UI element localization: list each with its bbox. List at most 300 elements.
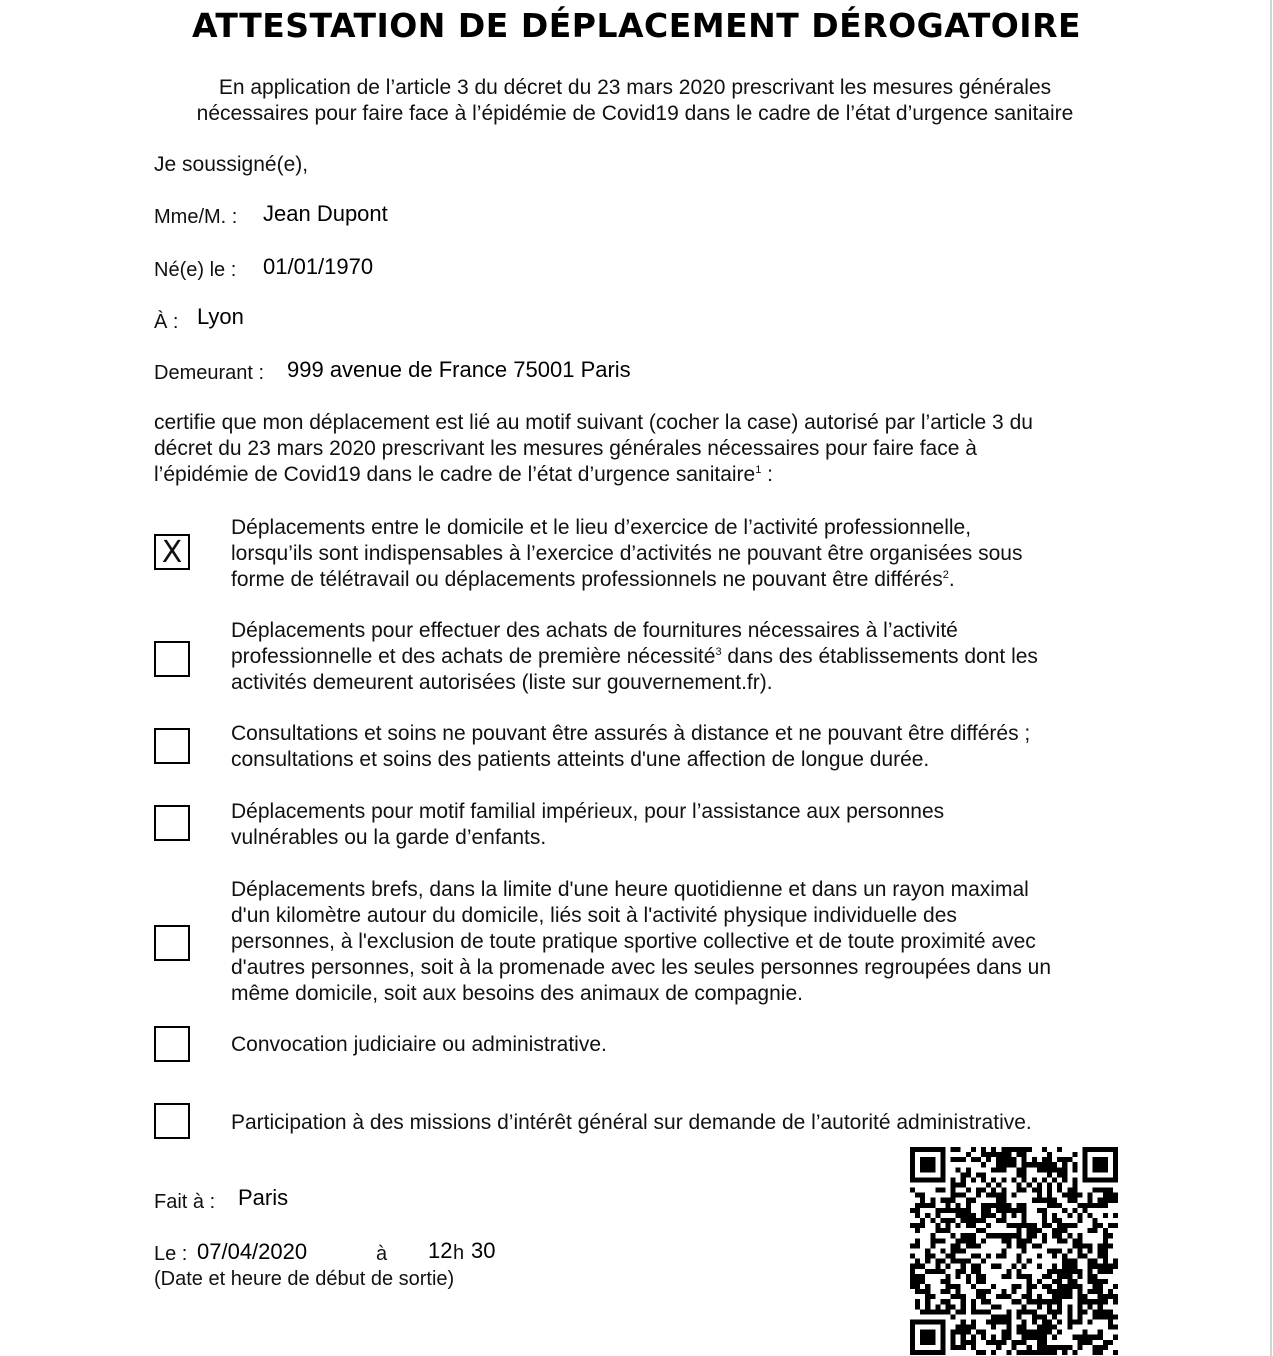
qr-module [971, 1304, 976, 1309]
option-line: Consultations et soins ne pouvant être assurés à distance et ne pouvant être différés ; [231, 722, 1031, 745]
qr-module [961, 1238, 966, 1243]
address-field[interactable]: 999 avenue de France 75001 Paris [287, 357, 631, 382]
qr-module [1001, 1208, 1006, 1213]
qr-module [1077, 1248, 1082, 1253]
qr-module [991, 1304, 996, 1309]
qr-module [1047, 1274, 1052, 1279]
qr-module [956, 1309, 961, 1314]
qr-module [1103, 1233, 1108, 1238]
qr-module [1113, 1198, 1118, 1203]
qr-module [1011, 1147, 1016, 1152]
qr-module [1067, 1259, 1072, 1264]
qr-module [1011, 1284, 1016, 1289]
qr-module [1057, 1269, 1062, 1274]
qr-module [946, 1304, 951, 1309]
qr-module [1098, 1254, 1103, 1259]
qr-module [1006, 1243, 1011, 1248]
qr-module [1067, 1345, 1072, 1350]
checkbox-purchases[interactable] [154, 641, 190, 677]
qr-module [981, 1228, 986, 1233]
qr-module [1072, 1259, 1077, 1264]
qr-module [1082, 1340, 1087, 1345]
qr-module [925, 1269, 930, 1274]
qr-module [961, 1269, 966, 1274]
qr-module [976, 1218, 981, 1223]
qr-module [1093, 1259, 1098, 1264]
qr-module [1062, 1162, 1067, 1167]
qr-module [1113, 1264, 1118, 1269]
qr-module [1098, 1147, 1103, 1152]
qr-module [1001, 1188, 1006, 1193]
qr-module [1001, 1233, 1006, 1238]
qr-module [996, 1319, 1001, 1324]
qr-module [976, 1309, 981, 1314]
qr-module [981, 1330, 986, 1335]
qr-module [996, 1345, 1001, 1350]
qr-module [935, 1223, 940, 1228]
qr-module [1047, 1183, 1052, 1188]
qr-module [1057, 1167, 1062, 1172]
qr-module [920, 1340, 925, 1345]
qr-module [925, 1294, 930, 1299]
checkbox-judicial[interactable] [154, 1026, 190, 1062]
qr-module [956, 1284, 961, 1289]
qr-module [930, 1162, 935, 1167]
qr-module [1017, 1259, 1022, 1264]
qr-module [1082, 1299, 1087, 1304]
qr-module [1093, 1345, 1098, 1350]
qr-module [986, 1157, 991, 1162]
qr-module [1057, 1294, 1062, 1299]
qr-module [1077, 1299, 1082, 1304]
qr-module [1082, 1203, 1087, 1208]
qr-module [1052, 1264, 1057, 1269]
qr-module [1077, 1274, 1082, 1279]
qr-module [991, 1314, 996, 1319]
qr-module [991, 1203, 996, 1208]
qr-module [971, 1325, 976, 1330]
qr-module [1113, 1284, 1118, 1289]
qr-module [1027, 1223, 1032, 1228]
qr-module [1067, 1279, 1072, 1284]
qr-module [1022, 1274, 1027, 1279]
qr-module [1098, 1299, 1103, 1304]
birth-date-label: Né(e) le : [154, 259, 237, 281]
qr-module [1011, 1208, 1016, 1213]
qr-module [1017, 1330, 1022, 1335]
qr-module [1067, 1193, 1072, 1198]
qr-module [981, 1309, 986, 1314]
qr-module [910, 1325, 915, 1330]
qr-module [910, 1335, 915, 1340]
qr-module [1017, 1233, 1022, 1238]
qr-module [930, 1243, 935, 1248]
qr-module [1057, 1330, 1062, 1335]
qr-module [1022, 1152, 1027, 1157]
qr-module [1052, 1314, 1057, 1319]
qr-module [915, 1228, 920, 1233]
qr-module [915, 1289, 920, 1294]
qr-module [940, 1177, 945, 1182]
qr-module [1037, 1193, 1042, 1198]
qr-module [1006, 1162, 1011, 1167]
qr-module [946, 1279, 951, 1284]
qr-module [1017, 1350, 1022, 1355]
qr-module [1113, 1350, 1118, 1355]
made-at-field[interactable]: Paris [238, 1185, 289, 1210]
qr-module [940, 1238, 945, 1243]
qr-module [951, 1340, 956, 1345]
qr-module [986, 1299, 991, 1304]
qr-module [1022, 1340, 1027, 1345]
certify-line: décret du 23 mars 2020 prescrivant les mesures générales nécessaires pour faire face à [154, 437, 977, 460]
qr-module [986, 1208, 991, 1213]
qr-module [910, 1152, 915, 1157]
qr-module [1113, 1223, 1118, 1228]
qr-module [951, 1284, 956, 1289]
qr-module [976, 1269, 981, 1274]
qr-module [1057, 1238, 1062, 1243]
qr-module [1047, 1304, 1052, 1309]
qr-module [935, 1238, 940, 1243]
qr-module [940, 1350, 945, 1355]
qr-module [946, 1274, 951, 1279]
qr-module [1093, 1350, 1098, 1355]
qr-module [1062, 1238, 1067, 1243]
option-line: lorsqu’ils sont indispensables à l’exercice d’activités ne pouvant être organisées sous [231, 542, 1023, 565]
qr-module [1077, 1193, 1082, 1198]
qr-module [1077, 1203, 1082, 1208]
page-edge-divider [1270, 0, 1272, 1356]
qr-module [1047, 1350, 1052, 1355]
qr-module [925, 1213, 930, 1218]
qr-module [1001, 1152, 1006, 1157]
qr-module [1082, 1157, 1087, 1162]
qr-module [1052, 1345, 1057, 1350]
qr-module [961, 1319, 966, 1324]
qr-module [915, 1243, 920, 1248]
qr-module [940, 1299, 945, 1304]
qr-module [1082, 1147, 1087, 1152]
birth-place-field[interactable]: Lyon [197, 304, 244, 329]
qr-module [1022, 1162, 1027, 1167]
qr-module [1067, 1248, 1072, 1253]
qr-module [1088, 1147, 1093, 1152]
qr-module [1113, 1335, 1118, 1340]
qr-module [1027, 1162, 1032, 1167]
qr-module [966, 1172, 971, 1177]
qr-module [1047, 1299, 1052, 1304]
qr-module [946, 1264, 951, 1269]
option-line: Déplacements pour motif familial impérieux, pour l’assistance aux personnes [231, 800, 945, 823]
qr-module [930, 1309, 935, 1314]
qr-module [1057, 1218, 1062, 1223]
qr-module [956, 1289, 961, 1294]
qr-module [1103, 1279, 1108, 1284]
qr-module [1093, 1203, 1098, 1208]
qr-module [956, 1259, 961, 1264]
qr-module [1052, 1309, 1057, 1314]
qr-module [1032, 1284, 1037, 1289]
qr-module [925, 1254, 930, 1259]
checkbox-health[interactable] [154, 728, 190, 764]
qr-module [1072, 1319, 1077, 1324]
qr-module [1082, 1309, 1087, 1314]
qr-module [956, 1269, 961, 1274]
qr-module [925, 1259, 930, 1264]
qr-module [1057, 1233, 1062, 1238]
qr-module [951, 1304, 956, 1309]
qr-module [1006, 1223, 1011, 1228]
qr-module [1103, 1213, 1108, 1218]
qr-module [1032, 1188, 1037, 1193]
qr-module [976, 1350, 981, 1355]
qr-module [1067, 1274, 1072, 1279]
qr-module [976, 1330, 981, 1335]
qr-module [1103, 1259, 1108, 1264]
qr-module [1032, 1330, 1037, 1335]
qr-module [956, 1325, 961, 1330]
qr-module [925, 1162, 930, 1167]
qr-module [1052, 1299, 1057, 1304]
qr-module [940, 1157, 945, 1162]
qr-module [1032, 1319, 1037, 1324]
date-label: Le : [154, 1243, 188, 1265]
qr-module [1072, 1223, 1077, 1228]
qr-module [971, 1177, 976, 1182]
time-at-label: à [376, 1243, 388, 1265]
name-field[interactable]: Jean Dupont [263, 201, 388, 226]
qr-module [976, 1279, 981, 1284]
qr-module [1042, 1345, 1047, 1350]
qr-module [976, 1264, 981, 1269]
qr-module [1072, 1188, 1077, 1193]
checkbox-family[interactable] [154, 805, 190, 841]
qr-module [986, 1203, 991, 1208]
qr-module [910, 1162, 915, 1167]
qr-module [1113, 1162, 1118, 1167]
qr-module [910, 1177, 915, 1182]
qr-module [1037, 1183, 1042, 1188]
qr-module [956, 1223, 961, 1228]
qr-module [946, 1223, 951, 1228]
option-line [231, 644, 1131, 670]
qr-module [991, 1335, 996, 1340]
qr-module [1062, 1228, 1067, 1233]
qr-module [1067, 1319, 1072, 1324]
qr-module [1057, 1299, 1062, 1304]
checkbox-exercise[interactable] [154, 925, 190, 961]
qr-module [1027, 1289, 1032, 1294]
qr-module [956, 1248, 961, 1253]
qr-module [1032, 1350, 1037, 1355]
qr-module [1103, 1203, 1108, 1208]
checkbox-work[interactable]: X [154, 534, 190, 570]
qr-module [1032, 1243, 1037, 1248]
qr-module [1093, 1314, 1098, 1319]
qr-module [956, 1330, 961, 1335]
qr-module [930, 1203, 935, 1208]
qr-module [996, 1203, 1001, 1208]
qr-module [920, 1203, 925, 1208]
qr-module [1042, 1147, 1047, 1152]
qr-module [966, 1203, 971, 1208]
qr-module [951, 1218, 956, 1223]
qr-module [991, 1233, 996, 1238]
qr-module [1113, 1213, 1118, 1218]
qr-module [976, 1188, 981, 1193]
qr-module [1098, 1314, 1103, 1319]
qr-module [986, 1213, 991, 1218]
qr-module [981, 1213, 986, 1218]
qr-module [1113, 1193, 1118, 1198]
qr-module [981, 1152, 986, 1157]
qr-module [1037, 1325, 1042, 1330]
qr-module [986, 1254, 991, 1259]
birth-date-field[interactable]: 01/01/1970 [263, 254, 374, 279]
qr-module [1001, 1254, 1006, 1259]
qr-module [1006, 1330, 1011, 1335]
qr-module [1108, 1264, 1113, 1269]
qr-module [1011, 1345, 1016, 1350]
qr-module [1001, 1162, 1006, 1167]
qr-module [930, 1319, 935, 1324]
qr-module [1062, 1264, 1067, 1269]
qr-module [1047, 1188, 1052, 1193]
minute-field[interactable]: 30 [471, 1238, 496, 1263]
qr-module [1006, 1152, 1011, 1157]
qr-module [1001, 1294, 1006, 1299]
qr-module [961, 1330, 966, 1335]
qr-module [971, 1243, 976, 1248]
qr-module [1103, 1157, 1108, 1162]
qr-module [1082, 1294, 1087, 1299]
qr-module [961, 1172, 966, 1177]
qr-module [1006, 1350, 1011, 1355]
certify-line [154, 462, 1134, 488]
qr-module [920, 1319, 925, 1324]
qr-module [1037, 1330, 1042, 1335]
qr-module [1001, 1330, 1006, 1335]
qr-module [1103, 1147, 1108, 1152]
qr-module [971, 1223, 976, 1228]
hour-field[interactable]: 12 [428, 1238, 453, 1263]
qr-module [1047, 1289, 1052, 1294]
qr-module [971, 1254, 976, 1259]
qr-module [1022, 1304, 1027, 1309]
qr-module [1093, 1299, 1098, 1304]
qr-module [1047, 1248, 1052, 1253]
qr-module [915, 1284, 920, 1289]
qr-module [966, 1238, 971, 1243]
qr-module [991, 1213, 996, 1218]
qr-module [986, 1319, 991, 1324]
qr-module [1057, 1157, 1062, 1162]
option-line: Déplacements brefs, dans la limite d'une heure quotidienne et dans un rayon maximal [231, 878, 1029, 901]
qr-module [961, 1325, 966, 1330]
qr-module [920, 1350, 925, 1355]
qr-module [971, 1198, 976, 1203]
qr-module [1022, 1330, 1027, 1335]
qr-module [981, 1299, 986, 1304]
qr-module [966, 1330, 971, 1335]
qr-module [946, 1254, 951, 1259]
checkbox-general-interest[interactable] [154, 1103, 190, 1139]
qr-module [1006, 1147, 1011, 1152]
qr-module [951, 1183, 956, 1188]
qr-module [930, 1254, 935, 1259]
qr-module [1082, 1177, 1087, 1182]
qr-module [925, 1340, 930, 1345]
qr-module [971, 1309, 976, 1314]
qr-module [1088, 1248, 1093, 1253]
qr-module [1062, 1294, 1067, 1299]
qr-module [1042, 1335, 1047, 1340]
option-line: Déplacements pour effectuer des achats de fournitures nécessaires à l’activité [231, 619, 958, 642]
qr-module [1042, 1198, 1047, 1203]
qr-module [920, 1223, 925, 1228]
qr-module [940, 1228, 945, 1233]
qr-module [1022, 1319, 1027, 1324]
qr-module [991, 1325, 996, 1330]
qr-module [961, 1157, 966, 1162]
qr-module [1042, 1177, 1047, 1182]
qr-module [1082, 1243, 1087, 1248]
qr-module [956, 1193, 961, 1198]
qr-module [981, 1294, 986, 1299]
qr-module [1103, 1243, 1108, 1248]
qr-module [951, 1233, 956, 1238]
qr-module [910, 1269, 915, 1274]
qr-module [1113, 1157, 1118, 1162]
qr-module [935, 1259, 940, 1264]
qr-module [1017, 1299, 1022, 1304]
qr-module [1077, 1345, 1082, 1350]
certify-line-text: l’épidémie de Covid19 dans le cadre de l’état d’urgence sanitaire [154, 463, 756, 486]
qr-module [1103, 1340, 1108, 1345]
option-family-label [231, 799, 1131, 851]
qr-module [1082, 1254, 1087, 1259]
qr-module [1052, 1350, 1057, 1355]
qr-module [1047, 1309, 1052, 1314]
qr-module [1017, 1340, 1022, 1345]
qr-module [1017, 1238, 1022, 1243]
hour-separator: h [453, 1242, 465, 1264]
option-work-label [231, 515, 1131, 593]
qr-module [946, 1203, 951, 1208]
qr-module [961, 1213, 966, 1218]
qr-module [971, 1233, 976, 1238]
date-field[interactable]: 07/04/2020 [197, 1239, 308, 1264]
qr-module [1047, 1223, 1052, 1228]
qr-module [1022, 1177, 1027, 1182]
qr-module [956, 1274, 961, 1279]
qr-module [1047, 1345, 1052, 1350]
qr-module [1093, 1228, 1098, 1233]
qr-module [1057, 1289, 1062, 1294]
address-label: Demeurant : [154, 362, 265, 384]
qr-module [976, 1254, 981, 1259]
footnote-ref: 3 [715, 646, 722, 658]
qr-module [1067, 1294, 1072, 1299]
certify-line-end: : [761, 463, 774, 486]
qr-module [956, 1167, 961, 1172]
qr-module [915, 1350, 920, 1355]
qr-module [1027, 1183, 1032, 1188]
qr-module [925, 1330, 930, 1335]
qr-module [1088, 1319, 1093, 1324]
qr-module [1067, 1264, 1072, 1269]
